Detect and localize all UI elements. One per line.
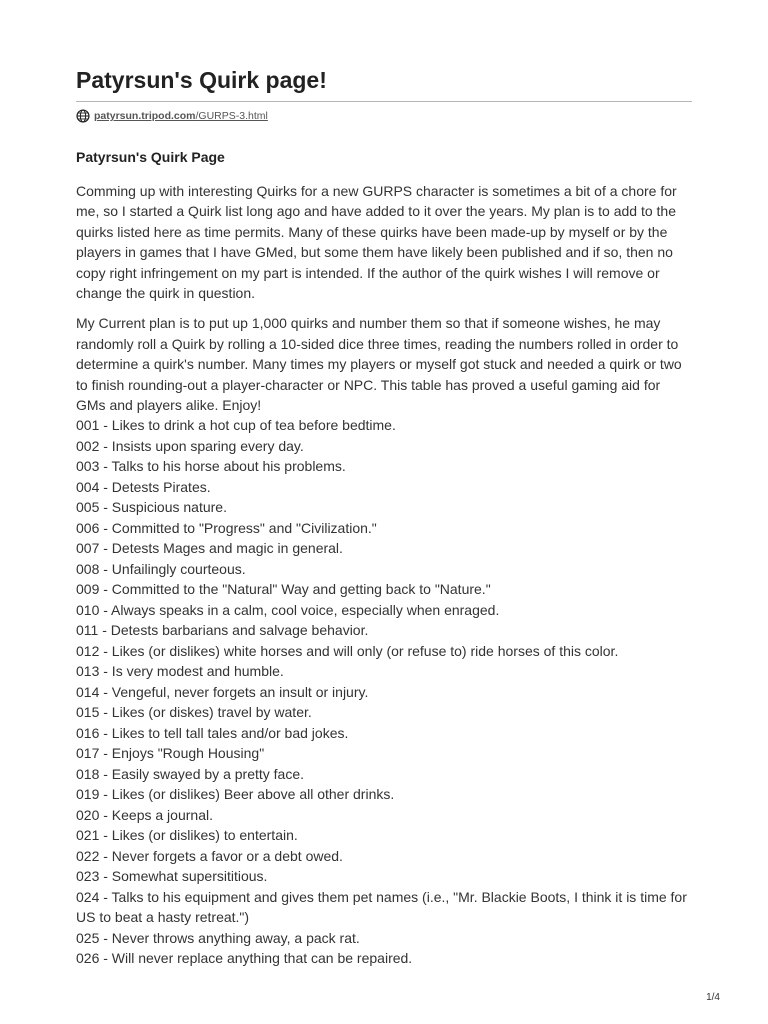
quirk-item: 010 - Always speaks in a calm, cool voice, especially when enraged. <box>76 601 500 618</box>
quirk-item: 026 - Will never replace anything that can be repaired. <box>76 950 413 967</box>
quirk-item: 025 - Never throws anything away, a pack rat. <box>76 929 360 946</box>
quirk-item: 024 - Talks to his equipment and gives them pet names (i.e., "Mr. Blackie Boots, I think it is time for US to beat a hasty retreat.") <box>76 888 687 926</box>
source-link-row <box>76 107 692 125</box>
globe-icon <box>76 109 90 123</box>
quirk-item: 004 - Detests Pirates. <box>76 478 211 495</box>
quirk-item: 006 - Committed to "Progress" and "Civilization." <box>76 519 377 536</box>
quirk-item: 020 - Keeps a journal. <box>76 806 213 823</box>
quirk-list <box>76 415 692 969</box>
plan-paragraph: My Current plan is to put up 1,000 quirks and number them so that if someone wishes, he may randomly roll a Quirk by rolling a 10-sided dice three times, reading the numbers rolled in order to determine a quirk's number. Many times my players or myself got stuck and needed a quirk or two to finish rounding-out a player-character or NPC. This table has proved a useful gaming aid for GMs and players alike. Enjoy! <box>76 315 682 414</box>
source-path: /GURPS-3.html <box>195 110 268 122</box>
source-link[interactable] <box>94 110 268 122</box>
page-title: Patyrsun's Quirk page! <box>76 67 327 93</box>
source-domain: patyrsun.tripod.com <box>94 110 196 122</box>
quirk-item: 001 - Likes to drink a hot cup of tea before bedtime. <box>76 417 396 434</box>
quirk-item: 018 - Easily swayed by a pretty face. <box>76 765 304 782</box>
quirk-item: 019 - Likes (or dislikes) Beer above all other drinks. <box>76 786 395 803</box>
quirk-item: 013 - Is very modest and humble. <box>76 663 284 680</box>
quirk-item: 002 - Insists upon sparing every day. <box>76 437 304 454</box>
quirk-item: 008 - Unfailingly courteous. <box>76 560 246 577</box>
section-heading: Patyrsun's Quirk Page <box>76 149 225 165</box>
quirk-item: 017 - Enjoys "Rough Housing" <box>76 745 265 762</box>
quirk-item: 009 - Committed to the "Natural" Way and getting back to "Nature." <box>76 581 491 598</box>
quirk-item: 014 - Vengeful, never forgets an insult or injury. <box>76 683 369 700</box>
title-divider <box>76 101 692 102</box>
quirk-item: 022 - Never forgets a favor or a debt owed. <box>76 847 343 864</box>
quirk-item: 023 - Somewhat supersititious. <box>76 868 268 885</box>
quirk-item: 016 - Likes to tell tall tales and/or bad jokes. <box>76 724 349 741</box>
quirk-item: 011 - Detests barbarians and salvage behavior. <box>76 622 369 639</box>
page-indicator: 1/4 <box>706 992 720 1003</box>
document-page <box>76 66 692 969</box>
intro-paragraph: Comming up with interesting Quirks for a new GURPS character is sometimes a bit of a chore for me, so I started a Quirk list long ago and have added to it over the years. My plan is to add to the quirks listed here as time permits. Many of these quirks have been made-up by myself or by the players in games that I have GMed, but some them have likely been published and if so, then no copy right infringement on my part is intended. If the author of the quirk wishes I will remove or change the quirk in question. <box>76 183 677 302</box>
quirk-item: 007 - Detests Mages and magic in general. <box>76 540 343 557</box>
quirk-item: 015 - Likes (or diskes) travel by water. <box>76 704 312 721</box>
quirk-item: 005 - Suspicious nature. <box>76 499 227 516</box>
quirk-item: 012 - Likes (or dislikes) white horses and will only (or refuse to) ride horses of this color. <box>76 642 619 659</box>
quirk-item: 021 - Likes (or dislikes) to entertain. <box>76 827 298 844</box>
quirk-item: 003 - Talks to his horse about his problems. <box>76 458 346 475</box>
